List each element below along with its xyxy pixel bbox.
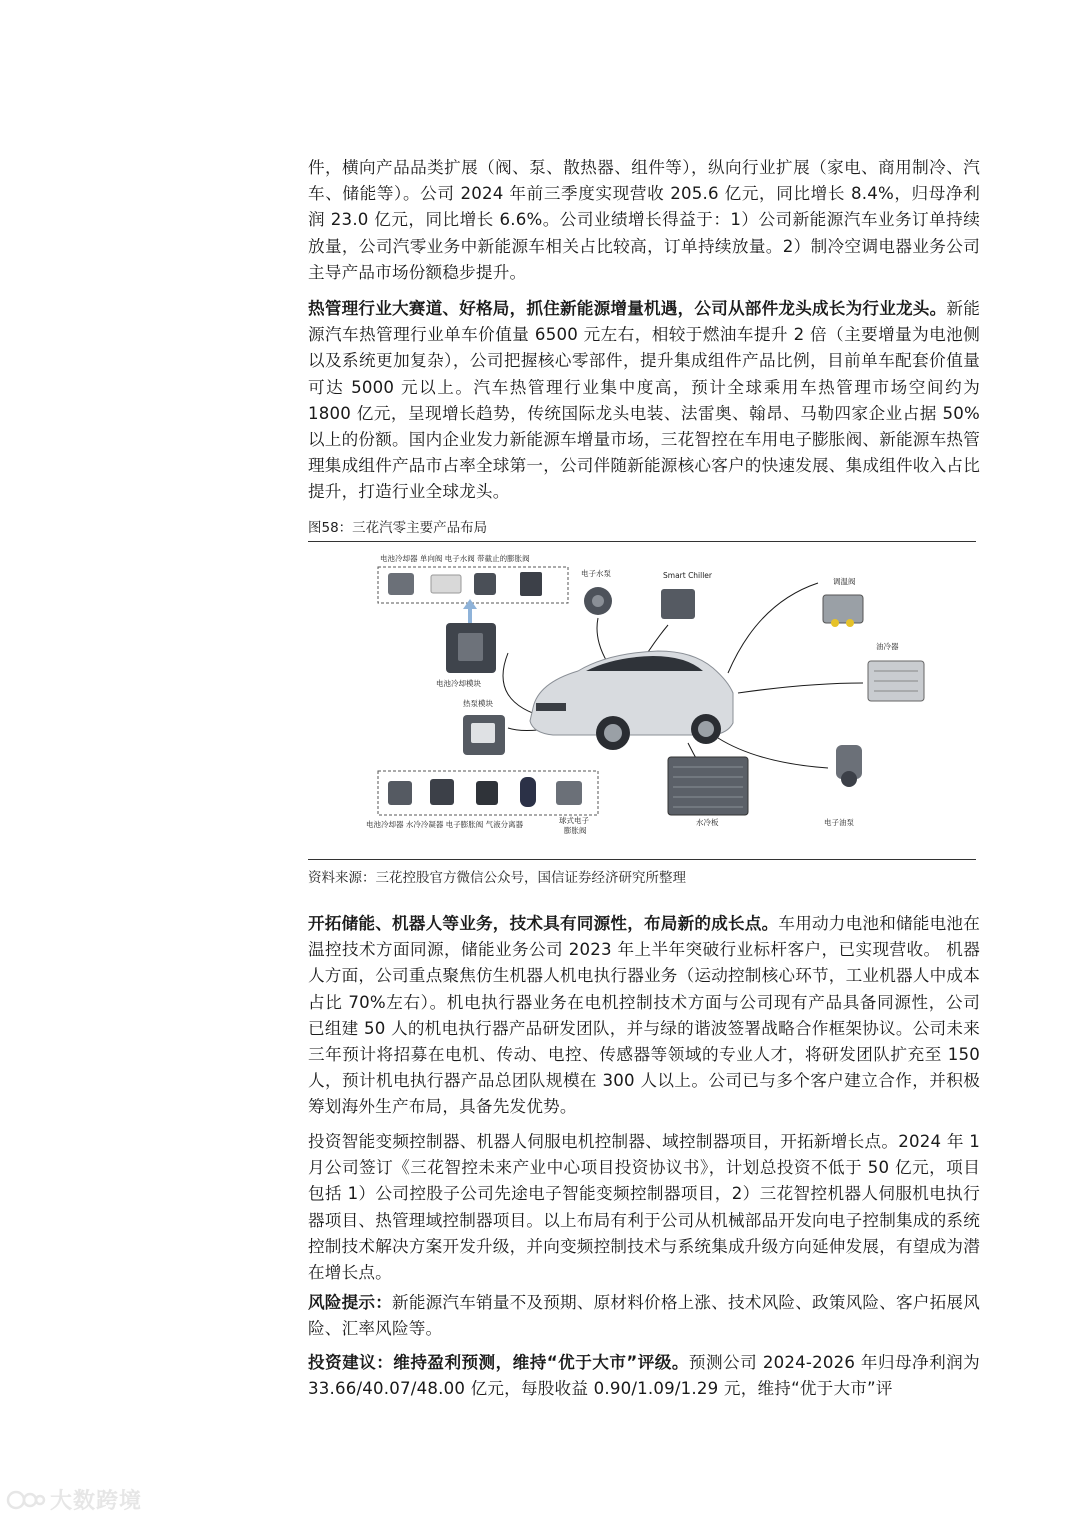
- water-pump-label: 电子水泵: [581, 569, 611, 578]
- valve-connector-icon: [831, 619, 839, 627]
- electronic-water-valve-icon: [474, 573, 496, 595]
- paragraph-heading: 投资建议：维持盈利预测，维持“优于大市”评级。: [308, 1353, 689, 1372]
- top-group-label: 电池冷却器 单向阀 电子水阀 带截止的膨胀阀: [380, 554, 530, 563]
- paragraph-text: 件，横向产品品类扩展（阀、泵、散热器、组件等），纵向行业扩展（家电、商用制冷、汽车、储能等）。公司 2024 年前三季度实现营收 205.6 亿元，同比增长 8.4%，归母净利润 23.0 亿元，同比增长 6.6%。公司业绩增长得益于：1）公司新能源汽车业务订单持续放量，公司汽零业务中新能源车相关占比较高，订单持续放量。2）制冷空调电器业务公司主导产品市场份额稳步提升。: [308, 158, 980, 282]
- oil-pump-base: [841, 771, 857, 787]
- regulating-valve-icon: [823, 595, 863, 623]
- connector-regulating-valve: [728, 583, 818, 673]
- valve-connector-icon: [846, 619, 854, 627]
- product-layout-figure: [308, 543, 976, 857]
- expansion-valve-icon: [520, 572, 542, 596]
- paragraph-text: 投资智能变频控制器、机器人伺服电机控制器、域控制器项目，开拓新增长点。2024 年 1 月公司签订《三花智控未来产业中心项目投资协议书》，计划总投资不低于 50 亿元，项目包括 1）公司控股子公司先途电子智能变频控制器项目，2）三花智控机器人伺服机电执行器项目、热管理域控制器项目。以上布局有利于公司从机械部品开发向电子控制集成的系统控制技术解决方案开发升级，并向变频控制技术与系统集成升级方向延伸发展，有望成为潜在增长点。: [308, 1132, 980, 1283]
- car-rim-front: [604, 724, 622, 742]
- figure-title: 图58：三花汽零主要产品布局: [308, 520, 488, 536]
- paragraph-heading: 热管理行业大赛道、好格局，抓住新能源增量机遇，公司从部件龙头成长为行业龙头。: [308, 299, 947, 318]
- paragraph-recommendation: [308, 1350, 980, 1402]
- ball-valve-label-2: 膨胀阀: [564, 826, 587, 835]
- water-plate-label: 水冷板: [696, 818, 719, 827]
- electronic-expansion-valve-icon: [476, 781, 498, 805]
- paragraph-controller-investment: [308, 1129, 980, 1286]
- water-pump-detail: [592, 595, 604, 607]
- watermark-text: 大数跨境: [50, 1489, 143, 1514]
- battery-module-label: 电池冷却模块: [436, 679, 481, 688]
- bottom-component-icons: [388, 777, 582, 807]
- paragraph-text: 车用动力电池和储能电池在温控技术方面同源，储能业务公司 2023 年上半年突破行业标杆客户，已实现营收。 机器人方面，公司重点聚焦仿生机器人机电执行器业务（运动控制核心环节，工业机器人中成本占比 70%左右）。机电执行器业务在电机控制技术方面与公司现有产品具备同源性，公司已组建 50 人的机电执行器产品研发团队，并与绿的谐波签署战略合作框架协议。公司未来三年预计将招募在电机、传动、电控、传感器等领域的专业人才，将研发团队扩充至 150 人，预计机电执行器产品总团队规模在 300 人以上。公司已与多个客户建立合作，并积极筹划海外生产布局，具备先发优势。: [308, 914, 980, 1117]
- battery-module-detail: [458, 633, 483, 661]
- battery-cooler-icon: [388, 781, 412, 805]
- oil-cooler-label: 油冷器: [876, 642, 899, 651]
- ball-expansion-valve-icon: [556, 781, 582, 805]
- paragraph-heading: 风险提示：: [308, 1293, 393, 1312]
- paragraph-risk: [308, 1290, 980, 1342]
- heat-pump-module-label: 热泵模块: [463, 699, 493, 708]
- ball-valve-label-1: 球式电子: [559, 816, 589, 825]
- bottom-group-label: 电池冷却器 水冷冷凝器 电子膨胀阀 气液分离器: [366, 820, 524, 829]
- car-rim-rear: [698, 721, 714, 737]
- car-grille: [536, 703, 566, 711]
- paragraph-company-performance: [308, 155, 980, 286]
- smart-chiller-label: Smart Chiller: [663, 571, 713, 580]
- arrow-head-icon: [463, 599, 477, 609]
- water-cooled-condenser-icon: [430, 779, 454, 805]
- paragraph-thermal-management: [308, 296, 980, 506]
- water-cooling-plate-icon: [668, 757, 748, 815]
- heat-pump-detail: [471, 723, 495, 743]
- oil-pump-label: 电子油泵: [824, 818, 854, 827]
- figure-bottom-rule: [308, 859, 976, 860]
- car-illustration: [530, 651, 733, 750]
- paragraph-text: 新能源汽车销量不及预期、原材料价格上涨、技术风险、政策风险、客户拓展风险、汇率风险等。: [308, 1293, 981, 1339]
- top-component-icons: [388, 572, 542, 596]
- smart-chiller-icon: [661, 589, 695, 619]
- gas-liquid-separator-icon: [520, 777, 536, 807]
- paragraph-new-growth: [308, 911, 980, 1121]
- watermark-logo-icon: [6, 1488, 46, 1512]
- paragraph-heading: 开拓储能、机器人等业务，技术具有同源性，布局新的成长点。: [308, 914, 779, 933]
- figure-top-rule: [308, 541, 976, 542]
- watermark: [6, 1484, 142, 1515]
- check-valve-icon: [431, 575, 461, 593]
- regulating-valve-label: 调温阀: [833, 577, 856, 586]
- paragraph-text: 新能源汽车热管理行业单车价值量 6500 元左右，相较于燃油车提升 2 倍（主要增量为电池侧以及系统更加复杂），公司把握核心零部件，提升集成组件产品比例，目前单车配套价值量可达 5000 元以上。汽车热管理行业集中度高，预计全球乘用车热管理市场空间约为 1800 亿元，呈现增长趋势，传统国际龙头电装、法雷奥、翰昂、马勒四家企业占据 50%以上的份额。国内企业发力新能源车增量市场，三花智控在车用电子膨胀阀、新能源车热管理集成组件产品市占率全球第一，公司伴随新能源核心客户的快速发展、集成组件收入占比提升，打造行业全球龙头。: [308, 299, 980, 502]
- figure-source: 资料来源：三花控股官方微信公众号，国信证券经济研究所整理: [308, 870, 686, 886]
- paragraph-text: 预测公司 2024-2026 年归母净利润为 33.66/40.07/48.00 亿元，每股收益 0.90/1.09/1.29 元，维持“优于大市”评: [308, 1353, 980, 1399]
- battery-cooler-icon: [388, 573, 414, 595]
- connector-oil-cooler: [738, 683, 863, 693]
